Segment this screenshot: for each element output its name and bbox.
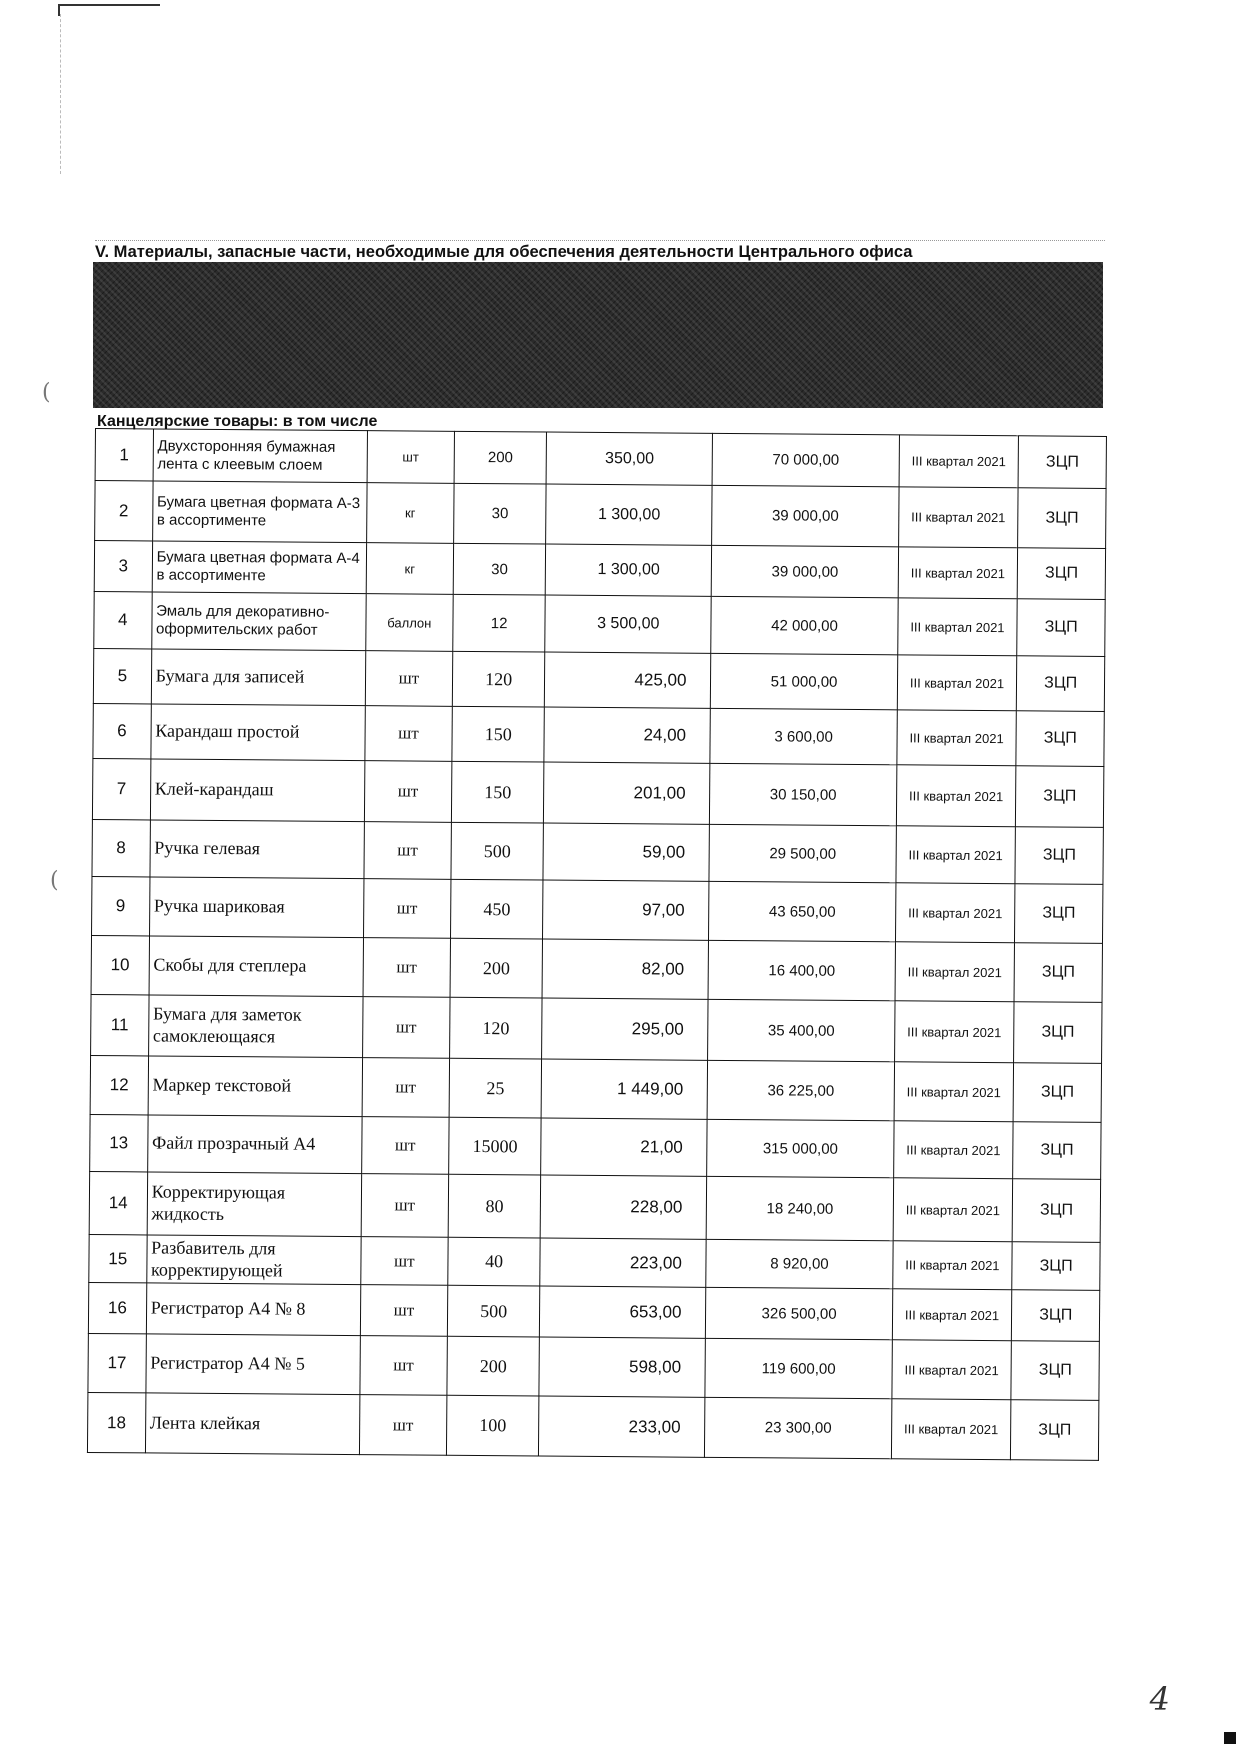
total-cell: 36 225,00 (708, 1060, 895, 1120)
table-row (91, 994, 1102, 1063)
period-cell: III квартал 2021 (892, 1289, 1012, 1341)
procurement-method-cell: ЗЦП (1016, 711, 1104, 767)
table-row (93, 648, 1104, 711)
total-cell: 29 500,00 (709, 824, 896, 882)
unit-price-cell: 223,00 (540, 1238, 707, 1287)
total-cell: 8 920,00 (706, 1239, 893, 1289)
procurement-method-cell: ЗЦП (1013, 1063, 1101, 1123)
period-cell: III квартал 2021 (896, 826, 1016, 884)
unit-cell: шт (360, 1237, 448, 1286)
quantity-cell: 100 (447, 1395, 539, 1456)
quantity-cell: 200 (454, 431, 546, 484)
period-cell: III квартал 2021 (894, 1001, 1014, 1063)
quantity-cell: 30 (454, 483, 546, 544)
total-cell: 326 500,00 (706, 1288, 893, 1340)
table-row (93, 703, 1104, 766)
procurement-method-cell: ЗЦП (1015, 884, 1103, 944)
table-row (88, 1334, 1099, 1401)
table-row (94, 591, 1105, 656)
unit-price-cell: 59,00 (543, 823, 710, 881)
procurement-method-cell: ЗЦП (1012, 1242, 1100, 1291)
page-number: 4 (1149, 1680, 1170, 1718)
unit-cell: шт (364, 761, 452, 823)
quantity-cell: 30 (453, 543, 545, 595)
total-cell: 23 300,00 (705, 1398, 892, 1459)
table-row (92, 758, 1103, 827)
total-cell: 51 000,00 (711, 653, 898, 709)
unit-price-cell: 3 500,00 (545, 595, 712, 653)
row-number: 1 (95, 429, 153, 481)
procurement-method-cell: ЗЦП (1013, 1122, 1101, 1180)
period-cell: III квартал 2021 (898, 487, 1018, 548)
item-name: Бумага для записей (151, 649, 365, 706)
row-number: 11 (91, 994, 149, 1055)
period-cell: III квартал 2021 (897, 598, 1017, 656)
period-cell: III квартал 2021 (893, 1178, 1013, 1242)
row-number: 14 (89, 1171, 147, 1234)
procurement-method-cell: ЗЦП (1013, 1179, 1101, 1243)
redacted-block (93, 262, 1103, 408)
scan-corner-mark (58, 4, 160, 16)
row-number: 9 (92, 876, 150, 935)
unit-price-cell: 653,00 (540, 1286, 707, 1338)
row-number: 2 (95, 481, 153, 541)
total-cell: 35 400,00 (708, 999, 895, 1061)
period-cell: III квартал 2021 (893, 1121, 1013, 1179)
table-row (89, 1171, 1100, 1242)
table-row (91, 935, 1102, 1002)
total-cell: 3 600,00 (710, 708, 897, 764)
scan-edge-line (60, 14, 61, 174)
unit-cell: шт (363, 938, 451, 998)
quantity-cell: 500 (448, 1285, 540, 1337)
item-name: Корректирующая жидкость (147, 1172, 361, 1237)
table-row (87, 1393, 1098, 1461)
unit-cell: шт (367, 431, 455, 484)
total-cell: 70 000,00 (712, 433, 899, 486)
procurement-method-cell: ЗЦП (1015, 827, 1103, 885)
unit-price-cell: 228,00 (540, 1175, 707, 1239)
row-number: 4 (94, 591, 152, 648)
procurement-method-cell: ЗЦП (1011, 1400, 1099, 1461)
quantity-cell: 25 (449, 1058, 541, 1118)
quantity-cell: 40 (448, 1237, 540, 1286)
procurement-method-cell: ЗЦП (1017, 599, 1105, 657)
period-cell: III квартал 2021 (891, 1399, 1011, 1460)
unit-cell: шт (364, 706, 452, 762)
item-name: Ручка шариковая (149, 877, 363, 938)
unit-price-cell: 233,00 (539, 1396, 706, 1457)
period-cell: III квартал 2021 (895, 883, 1015, 943)
row-number: 3 (94, 541, 152, 592)
item-name: Бумага цветная формата А-4 в ассортименте (152, 541, 366, 594)
unit-cell: шт (360, 1285, 448, 1337)
table-row (94, 541, 1105, 600)
row-number: 10 (91, 935, 149, 994)
table-row (95, 481, 1106, 549)
unit-cell: шт (364, 822, 452, 880)
table-row (95, 429, 1106, 489)
item-name: Файл прозрачный А4 (147, 1115, 361, 1174)
period-cell: III квартал 2021 (892, 1340, 1012, 1400)
unit-cell: шт (359, 1395, 447, 1456)
quantity-cell: 80 (448, 1174, 540, 1238)
item-name: Клей-карандаш (150, 759, 364, 822)
unit-price-cell: 1 300,00 (546, 484, 713, 545)
procurement-method-cell: ЗЦП (1012, 1290, 1100, 1342)
total-cell: 43 650,00 (709, 881, 896, 941)
unit-cell: шт (365, 651, 453, 707)
procurement-method-cell: ЗЦП (1018, 548, 1106, 600)
row-number: 6 (93, 703, 151, 758)
quantity-cell: 200 (450, 938, 542, 998)
period-cell: III квартал 2021 (896, 765, 1016, 827)
period-cell: III квартал 2021 (897, 655, 1017, 711)
items-table (87, 428, 1107, 1461)
unit-cell: шт (362, 1058, 450, 1118)
item-name: Двухсторонняя бумажная лента с клеевым слоем (153, 429, 367, 483)
item-name: Регистратор А4 № 8 (146, 1283, 360, 1336)
period-cell: III квартал 2021 (894, 1062, 1014, 1122)
period-cell: III квартал 2021 (898, 547, 1018, 599)
quantity-cell: 120 (450, 997, 542, 1059)
unit-cell: шт (363, 879, 451, 939)
row-number: 8 (92, 819, 150, 876)
unit-cell: шт (361, 1174, 449, 1238)
quantity-cell: 120 (452, 651, 544, 707)
table-row (89, 1234, 1100, 1290)
unit-price-cell: 598,00 (539, 1337, 706, 1397)
period-cell: III квартал 2021 (899, 435, 1019, 488)
unit-price-cell: 1 449,00 (541, 1059, 708, 1119)
unit-price-cell: 97,00 (543, 880, 710, 940)
unit-cell: кг (366, 543, 454, 595)
row-number: 5 (93, 648, 151, 703)
total-cell: 42 000,00 (711, 596, 898, 654)
procurement-method-cell: ЗЦП (1016, 766, 1104, 828)
procurement-method-cell: ЗЦП (1017, 656, 1105, 712)
table-row (92, 876, 1103, 943)
items-table-body (87, 429, 1106, 1461)
quantity-cell: 500 (451, 822, 543, 880)
unit-price-cell: 425,00 (544, 652, 711, 708)
item-name: Разбавитель для корректирующей (146, 1235, 360, 1285)
unit-cell: шт (359, 1336, 447, 1396)
unit-price-cell: 350,00 (546, 432, 713, 485)
quantity-cell: 150 (452, 761, 544, 823)
unit-price-cell: 295,00 (542, 998, 709, 1060)
row-number: 13 (90, 1114, 148, 1171)
quantity-cell: 150 (452, 706, 544, 762)
margin-mark: ( (42, 380, 51, 405)
period-cell: III квартал 2021 (892, 1241, 1012, 1290)
unit-price-cell: 201,00 (544, 762, 711, 824)
procurement-method-cell: ЗЦП (1014, 943, 1102, 1003)
section-heading: Канцелярские товары: в том числе (97, 413, 378, 430)
quantity-cell: 15000 (449, 1117, 541, 1175)
procurement-method-cell: ЗЦП (1011, 1341, 1099, 1401)
total-cell: 39 000,00 (712, 545, 899, 597)
item-name: Эмаль для декоративно-оформительских работ (151, 592, 365, 651)
scan-corner-square (1224, 1732, 1236, 1744)
total-cell: 16 400,00 (708, 940, 895, 1000)
table-row (90, 1114, 1101, 1179)
total-cell: 315 000,00 (707, 1119, 894, 1177)
quantity-cell: 12 (453, 594, 545, 652)
item-name: Ручка гелевая (150, 820, 364, 879)
item-name: Скобы для степлера (149, 936, 363, 997)
unit-cell: шт (361, 1117, 449, 1175)
margin-mark: ( (50, 868, 59, 893)
total-cell: 39 000,00 (712, 485, 899, 546)
item-name: Бумага цветная формата А-3 в ассортименте (152, 481, 366, 543)
item-name: Лента клейкая (145, 1393, 359, 1455)
procurement-method-cell: ЗЦП (1018, 436, 1106, 489)
procurement-method-cell: ЗЦП (1018, 488, 1106, 549)
row-number: 15 (89, 1234, 147, 1283)
unit-cell: шт (362, 997, 450, 1059)
item-name: Бумага для заметок самоклеющаяся (148, 995, 362, 1058)
total-cell: 119 600,00 (705, 1339, 892, 1399)
unit-price-cell: 82,00 (542, 939, 709, 999)
row-number: 7 (92, 758, 150, 819)
procurement-method-cell: ЗЦП (1014, 1002, 1102, 1064)
item-name: Регистратор А4 № 5 (146, 1334, 360, 1395)
table-row (88, 1283, 1099, 1342)
total-cell: 30 150,00 (710, 763, 897, 825)
unit-price-cell: 21,00 (541, 1118, 708, 1176)
table-row (90, 1055, 1101, 1122)
row-number: 16 (88, 1283, 146, 1334)
period-cell: III квартал 2021 (895, 942, 1015, 1002)
period-cell: III квартал 2021 (897, 710, 1017, 766)
row-number: 12 (90, 1055, 148, 1114)
item-name: Маркер текстовой (148, 1056, 362, 1117)
unit-cell: баллон (365, 594, 453, 652)
quantity-cell: 450 (451, 879, 543, 939)
unit-cell: кг (366, 483, 454, 544)
document-title: V. Материалы, запасные части, необходимые для обеспечения деятельности Центрального офиса (95, 240, 1105, 262)
quantity-cell: 200 (447, 1336, 539, 1396)
total-cell: 18 240,00 (707, 1176, 894, 1240)
unit-price-cell: 1 300,00 (545, 544, 712, 596)
table-row (92, 819, 1103, 884)
row-number: 18 (87, 1393, 145, 1453)
item-name: Карандаш простой (151, 704, 365, 761)
unit-price-cell: 24,00 (544, 707, 711, 763)
row-number: 17 (88, 1334, 146, 1393)
